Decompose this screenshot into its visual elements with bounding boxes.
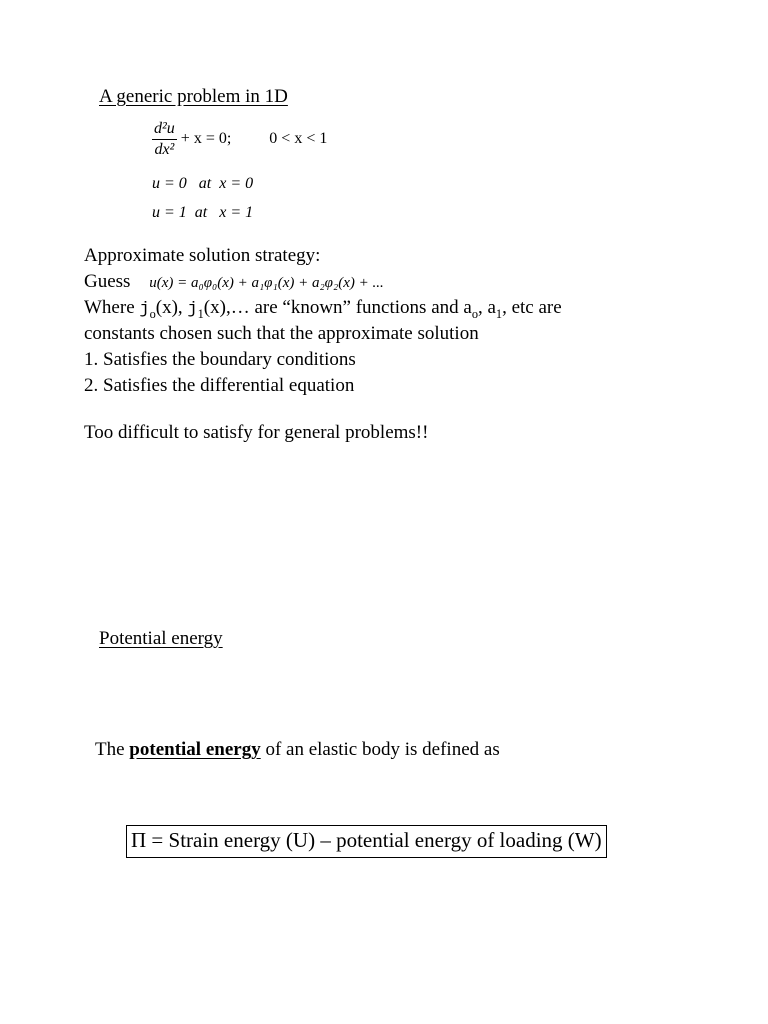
func0-symbol: j [139,300,150,319]
definition-prefix: The [95,739,125,760]
func1-symbol: j [187,300,198,319]
a1-subscript: 1 [495,306,503,321]
conclusion-text: Too difficult to satisfy for general problems!! [84,422,429,443]
section-heading-potential-energy: Potential energy [99,628,223,649]
func0-arg: (x), [155,297,183,318]
guess-label: Guess [84,271,131,292]
list-item-1: 1. Satisfies the boundary conditions [84,349,356,370]
func1-arg: (x),… are “known” functions and a [203,297,472,318]
strategy-title: Approximate solution strategy: [84,245,321,266]
derivative-fraction [152,120,177,159]
boxed-formula: Π = Strain energy (U) – potential energy of loading (W) [126,825,607,858]
fraction-numerator: d²u [152,120,177,140]
differential-equation [152,120,327,159]
where-tail: , etc are [502,297,562,318]
where-prefix: Where [84,297,135,318]
definition-suffix: of an elastic body is defined as [265,739,500,760]
equation-domain: 0 < x < 1 [269,130,328,148]
list-item-2: 2. Satisfies the differential equation [84,375,355,396]
a-separator: , a [477,297,496,318]
equation-rest: + x = 0; [180,130,232,148]
boundary-condition-2: u = 1 at x = 1 [152,204,254,221]
definition-sentence [95,737,500,763]
a0-subscript: o [471,306,478,321]
boundary-condition-1: u = 0 at x = 0 [152,175,254,192]
definition-term: potential energy [129,739,261,760]
guess-line [84,269,384,296]
guess-formula: u(x) = a₀φ₀(x) + a₁φ₁(x) + a₂φ₂(x) + ... [149,275,384,291]
func1-subscript: 1 [197,306,204,321]
fraction-denominator: dx² [154,141,175,158]
func0-subscript: o [149,306,156,321]
constants-line: constants chosen such that the approximate solution [84,323,479,344]
section-heading-generic-problem: A generic problem in 1D [99,86,288,107]
